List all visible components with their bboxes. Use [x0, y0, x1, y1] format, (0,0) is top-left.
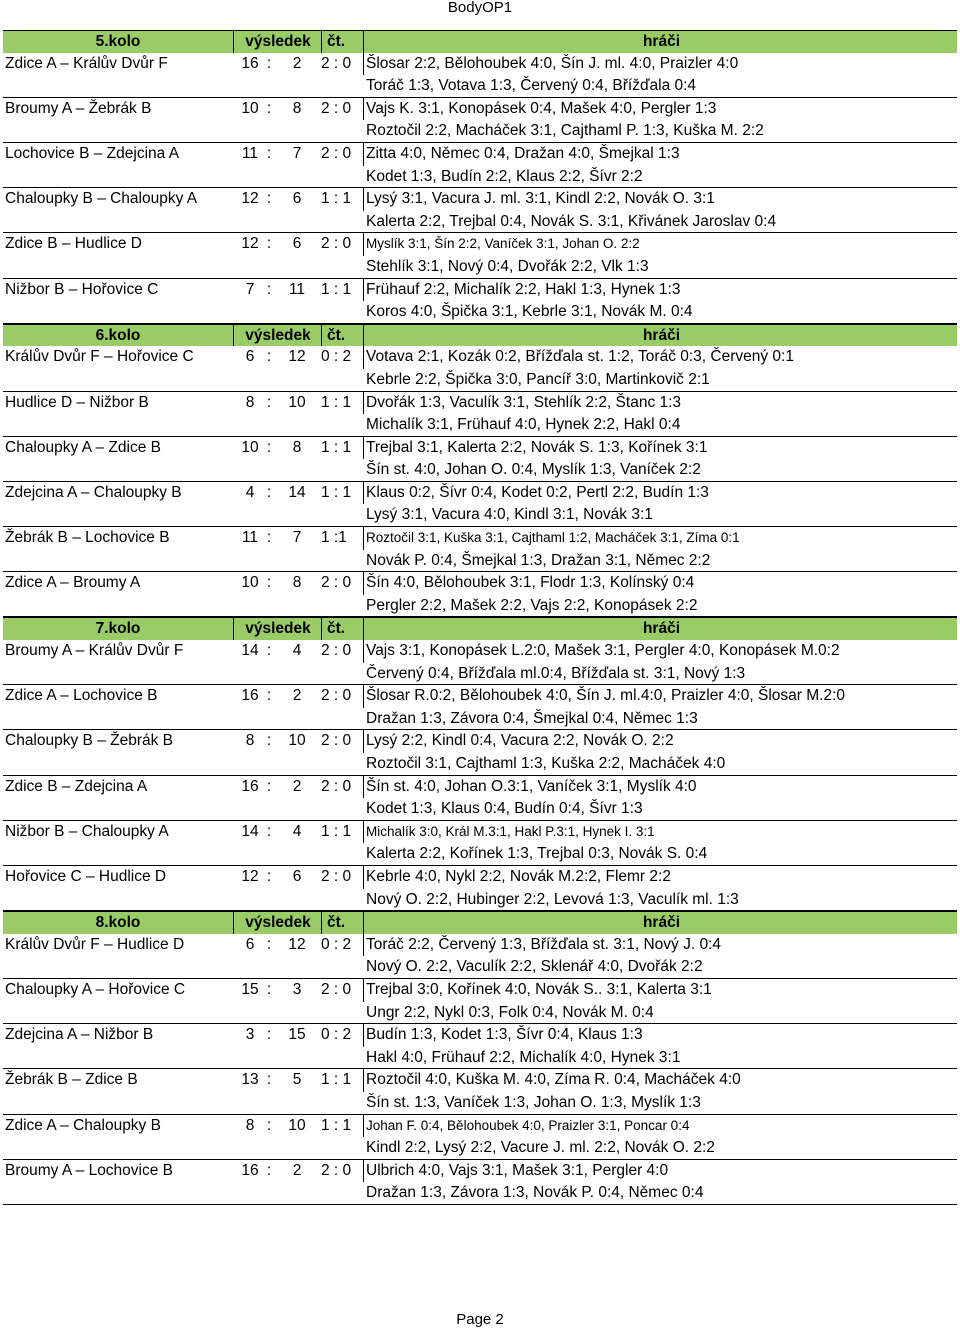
column-divider: [321, 912, 322, 934]
column-divider: [363, 821, 364, 844]
away-players: Kodet 1:3, Budín 2:2, Klaus 2:2, Šívr 2:2: [366, 167, 643, 185]
round-label: 8.kolo: [95, 914, 141, 932]
score-separator: :: [266, 1026, 272, 1044]
home-score: 16: [241, 54, 259, 72]
match-teams: Broumy A – Lochovice B: [5, 1161, 174, 1179]
column-divider: [363, 346, 364, 369]
away-players: Šín st. 4:0, Johan O. 0:4, Myslík 1:3, Vaníček 2:2: [366, 461, 701, 479]
round-label: 7.kolo: [95, 620, 141, 638]
match-row-second: [3, 120, 957, 143]
match-teams: Zdejcina A – Chaloupky B: [5, 483, 182, 501]
away-players: Nový O. 2:2, Vaculík 2:2, Sklenář 4:0, Dvořák 2:2: [366, 958, 703, 976]
home-score: 11: [241, 529, 259, 547]
match-teams: Nižbor B – Hořovice C: [5, 280, 159, 298]
column-divider: [321, 618, 322, 640]
column-divider: [363, 618, 364, 640]
score-separator: :: [266, 280, 272, 298]
home-players: Toráč 2:2, Červený 1:3, Břížďala st. 3:1, Nový J. 0:4: [366, 935, 721, 953]
match-row: [3, 776, 957, 799]
home-players: Šín st. 4:0, Johan O.3:1, Vaníček 3:1, Myslík 4:0: [366, 777, 697, 795]
match-teams: Králův Dvůr F – Hudlice D: [5, 935, 185, 953]
match-points: 2 : 0: [321, 642, 352, 660]
home-players: Michalík 3:0, Král M.3:1, Hakl P.3:1, Hynek I. 3:1: [366, 823, 655, 839]
home-players: Šín 4:0, Bělohoubek 3:1, Flodr 1:3, Kolínský 0:4: [366, 574, 695, 592]
match-points: 1 : 1: [321, 190, 352, 208]
round-header: [3, 324, 957, 347]
away-players: Roztočil 3:1, Cajthaml 1:3, Kuška 2:2, Macháček 4:0: [366, 755, 726, 772]
match-points: 2 : 0: [321, 980, 352, 998]
home-players: Frühauf 2:2, Michalík 2:2, Hakl 1:3, Hynek 1:3: [366, 280, 681, 298]
column-divider: [363, 98, 364, 121]
match-row: [3, 572, 957, 595]
match-teams: Broumy A – Žebrák B: [5, 99, 152, 117]
match-row: [3, 685, 957, 708]
column-divider: [363, 143, 364, 166]
home-players: Kebrle 4:0, Nykl 2:2, Novák M.2:2, Flemr 2:2: [366, 867, 671, 885]
match-points: 2 : 0: [321, 687, 352, 705]
column-divider: [363, 31, 364, 53]
away-players: Hakl 4:0, Frühauf 2:2, Michalík 4:0, Hynek 3:1: [366, 1048, 681, 1066]
home-players: Ulbrich 4:0, Vajs 3:1, Mašek 3:1, Pergler 4:0: [366, 1161, 669, 1179]
match-row: [3, 346, 957, 369]
home-players: Johan F. 0:4, Bělohoubek 4:0, Praizler 3:1, Poncar 0:4: [366, 1117, 690, 1133]
round-label: 5.kolo: [95, 33, 141, 50]
match-row-second: [3, 459, 957, 482]
match-row: [3, 1115, 957, 1138]
match-row-second: [3, 369, 957, 392]
match-teams: Králův Dvůr F – Hořovice C: [5, 348, 194, 366]
column-divider: [233, 618, 234, 640]
match-teams: Žebrák B – Zdice B: [5, 1071, 138, 1089]
score-separator: :: [266, 348, 272, 366]
match-points: 2 : 0: [321, 235, 352, 253]
players-header: hráči: [642, 326, 681, 344]
away-players: Toráč 1:3, Votava 1:3, Červený 0:4, Břížďala 0:4: [366, 77, 697, 95]
score-separator: :: [266, 1161, 272, 1179]
match-points: 0 : 2: [321, 348, 352, 366]
match-row-second: [3, 301, 957, 324]
home-score: 16: [241, 777, 259, 795]
column-divider: [363, 1069, 364, 1092]
match-points: 2 : 0: [321, 732, 352, 750]
away-score: 6: [292, 190, 302, 208]
score-separator: :: [266, 393, 272, 411]
match-points: 2 : 0: [321, 867, 352, 885]
away-players: Michalík 3:1, Frühauf 4:0, Hynek 2:2, Hakl 0:4: [366, 416, 681, 434]
away-players: Dražan 1:3, Závora 1:3, Novák P. 0:4, Němec 0:4: [366, 1184, 704, 1202]
score-separator: :: [266, 867, 272, 885]
home-score: 4: [245, 483, 255, 501]
match-row-second: [3, 956, 957, 979]
points-header: čt.: [327, 326, 346, 344]
match-row: [3, 640, 957, 663]
match-row-second: [3, 753, 957, 776]
match-teams: Chaloupky A – Zdice B: [5, 438, 161, 456]
column-divider: [363, 325, 364, 347]
away-players: Červený 0:4, Břížďala ml.0:4, Břížďala st. 3:1, Nový 1:3: [366, 664, 746, 682]
players-header: hráči: [642, 620, 681, 638]
column-divider: [363, 934, 364, 957]
match-row-second: [3, 595, 957, 618]
home-score: 8: [245, 732, 255, 750]
home-score: 15: [241, 980, 259, 998]
home-score: 6: [245, 348, 255, 366]
column-divider: [363, 640, 364, 663]
score-separator: :: [266, 732, 272, 750]
match-row: [3, 979, 957, 1002]
match-teams: Chaloupky B – Žebrák B: [5, 732, 174, 750]
column-divider: [363, 233, 364, 256]
column-divider: [363, 866, 364, 889]
match-points: 1 : 1: [321, 1116, 352, 1134]
away-score: 12: [288, 935, 306, 953]
column-divider: [363, 572, 364, 595]
home-score: 13: [241, 1071, 259, 1089]
match-row: [3, 279, 957, 302]
away-players: Stehlík 3:1, Nový 0:4, Dvořák 2:2, Vlk 1:3: [366, 257, 649, 275]
column-divider: [363, 279, 364, 302]
match-points: 2 : 0: [321, 777, 352, 795]
column-divider: [363, 730, 364, 753]
match-teams: Hudlice D – Nižbor B: [5, 393, 149, 411]
score-separator: :: [266, 529, 272, 547]
score-separator: :: [266, 54, 272, 72]
away-players: Roztočil 2:2, Macháček 3:1, Cajthaml P. 1:3, Kuška M. 2:2: [366, 122, 764, 140]
column-divider: [321, 31, 322, 53]
match-points: 1 : 1: [321, 483, 352, 501]
away-score: 12: [288, 348, 306, 366]
column-divider: [363, 53, 364, 76]
away-score: 7: [292, 529, 302, 547]
match-points: 1 : 1: [321, 822, 352, 840]
match-teams: Nižbor B – Chaloupky A: [5, 822, 169, 840]
away-score: 10: [288, 393, 306, 411]
match-points: 2 : 0: [321, 1161, 352, 1179]
match-row: [3, 98, 957, 121]
match-teams: Zdice A – Broumy A: [5, 574, 141, 592]
score-separator: :: [266, 822, 272, 840]
match-points: 1 : 1: [321, 438, 352, 456]
home-players: Zitta 4:0, Němec 0:4, Dražan 4:0, Šmejkal 1:3: [366, 144, 680, 162]
home-players: Budín 1:3, Kodet 1:3, Šívr 0:4, Klaus 1:3: [366, 1026, 643, 1044]
match-teams: Chaloupky A – Hořovice C: [5, 980, 186, 998]
away-score: 5: [292, 1071, 302, 1089]
score-separator: :: [266, 144, 272, 162]
column-divider: [363, 685, 364, 708]
results-table: [3, 30, 957, 1205]
match-row: [3, 866, 957, 889]
match-teams: Zdice A – Králův Dvůr F: [5, 54, 168, 72]
column-divider: [363, 527, 364, 550]
home-players: Šlosar 2:2, Bělohoubek 4:0, Šín J. ml. 4:0, Praizler 4:0: [366, 54, 739, 72]
match-row-second: [3, 1002, 957, 1025]
home-players: Lysý 3:1, Vacura J. ml. 3:1, Kindl 2:2, Novák O. 3:1: [366, 190, 715, 208]
match-row: [3, 392, 957, 415]
home-players: Trejbal 3:0, Kořínek 4:0, Novák S.. 3:1, Kalerta 3:1: [366, 980, 712, 998]
away-score: 8: [292, 99, 302, 117]
score-separator: :: [266, 1116, 272, 1134]
match-points: 2 : 0: [321, 574, 352, 592]
away-players: Kebrle 2:2, Špička 3:0, Pancíř 3:0, Martinkovič 2:1: [366, 370, 710, 388]
home-score: 14: [241, 642, 259, 660]
home-players: Vajs K. 3:1, Konopásek 0:4, Mašek 4:0, Pergler 1:3: [366, 99, 717, 117]
match-points: 1 : 1: [321, 1071, 352, 1089]
match-teams: Hořovice C – Hudlice D: [5, 867, 167, 885]
match-points: 1 :1: [321, 529, 347, 547]
column-divider: [363, 776, 364, 799]
home-score: 14: [241, 822, 259, 840]
match-points: 2 : 0: [321, 144, 352, 162]
round-header: [3, 911, 957, 934]
home-players: Roztočil 4:0, Kuška M. 4:0, Zíma R. 0:4, Macháček 4:0: [366, 1071, 741, 1089]
home-score: 10: [241, 574, 259, 592]
home-score: 16: [241, 687, 259, 705]
round-label: 6.kolo: [95, 326, 141, 344]
home-score: 8: [245, 1116, 255, 1134]
match-row: [3, 53, 957, 76]
home-score: 6: [245, 935, 255, 953]
away-players: Koros 4:0, Špička 3:1, Kebrle 3:1, Novák M. 0:4: [366, 303, 693, 321]
home-score: 10: [241, 99, 259, 117]
score-separator: :: [266, 483, 272, 501]
away-players: Ungr 2:2, Nykl 0:3, Folk 0:4, Novák M. 0:4: [366, 1003, 654, 1021]
score-separator: :: [266, 438, 272, 456]
home-players: Dvořák 1:3, Vaculík 3:1, Stehlík 2:2, Štanc 1:3: [366, 393, 682, 411]
home-players: Votava 2:1, Kozák 0:2, Břížďala st. 1:2, Toráč 0:3, Červený 0:1: [366, 348, 794, 366]
home-score: 12: [241, 235, 259, 253]
away-score: 10: [288, 1116, 306, 1134]
home-score: 11: [241, 144, 259, 162]
away-players: Dražan 1:3, Závora 0:4, Šmejkal 0:4, Němec 1:3: [366, 709, 698, 727]
match-row-second: [3, 889, 957, 912]
score-separator: :: [266, 1071, 272, 1089]
result-header: výsledek: [245, 33, 311, 50]
home-score: 7: [245, 280, 255, 298]
away-players: Nový O. 2:2, Hubinger 2:2, Levová 1:3, Vaculík ml. 1:3: [366, 890, 739, 908]
result-header: výsledek: [245, 914, 311, 932]
match-row-second: [3, 75, 957, 98]
match-row: [3, 437, 957, 460]
away-players: Novák P. 0:4, Šmejkal 1:3, Dražan 3:1, Němec 2:2: [366, 551, 711, 569]
points-header: čt.: [327, 914, 346, 932]
match-row: [3, 730, 957, 753]
players-header: hráči: [642, 33, 681, 50]
round-header: [3, 617, 957, 640]
match-row-second: [3, 504, 957, 527]
match-row-second: [3, 550, 957, 573]
match-row: [3, 821, 957, 844]
away-score: 11: [288, 280, 306, 298]
column-divider: [363, 1115, 364, 1138]
away-score: 7: [292, 144, 302, 162]
result-header: výsledek: [245, 326, 311, 344]
match-row-second: [3, 843, 957, 866]
match-points: 0 : 2: [321, 935, 352, 953]
home-players: Klaus 0:2, Šívr 0:4, Kodet 0:2, Pertl 2:2, Budín 1:3: [366, 483, 709, 501]
match-row: [3, 1160, 957, 1183]
page-number: Page 2: [456, 1311, 504, 1328]
round-header: [3, 30, 957, 53]
away-score: 10: [288, 732, 306, 750]
match-row-second: [3, 414, 957, 437]
match-teams: Zdice B – Hudlice D: [5, 235, 142, 253]
match-teams: Chaloupky B – Chaloupky A: [5, 190, 198, 208]
away-score: 2: [292, 54, 302, 72]
home-players: Lysý 2:2, Kindl 0:4, Vacura 2:2, Novák O. 2:2: [366, 732, 674, 750]
match-row: [3, 527, 957, 550]
match-teams: Žebrák B – Lochovice B: [5, 529, 170, 547]
match-points: 1 : 1: [321, 280, 352, 298]
match-teams: Zdejcina A – Nižbor B: [5, 1026, 154, 1044]
players-header: hráči: [642, 914, 681, 932]
away-score: 2: [292, 777, 302, 795]
match-row-second: [3, 256, 957, 279]
match-row: [3, 482, 957, 505]
column-divider: [363, 482, 364, 505]
match-row: [3, 188, 957, 211]
away-players: Kalerta 2:2, Kořínek 1:3, Trejbal 0:3, Novák S. 0:4: [366, 845, 708, 863]
result-header: výsledek: [245, 620, 311, 638]
score-separator: :: [266, 99, 272, 117]
match-row-second: [3, 663, 957, 686]
column-divider: [321, 325, 322, 347]
match-row-second: [3, 1182, 957, 1205]
column-divider: [233, 912, 234, 934]
match-teams: Zdice A – Chaloupky B: [5, 1116, 161, 1134]
away-score: 8: [292, 438, 302, 456]
home-players: Trejbal 3:1, Kalerta 2:2, Novák S. 1:3, Kořínek 3:1: [366, 438, 708, 456]
home-players: Roztočil 3:1, Kuška 3:1, Cajthaml 1:2, Macháček 3:1, Zíma 0:1: [366, 530, 740, 546]
home-players: Šlosar R.0:2, Bělohoubek 4:0, Šín J. ml.4:0, Praizler 4:0, Šlosar M.2:0: [366, 687, 846, 705]
match-row: [3, 233, 957, 256]
match-row-second: [3, 1092, 957, 1115]
away-score: 3: [292, 980, 302, 998]
away-players: Pergler 2:2, Mašek 2:2, Vajs 2:2, Konopásek 2:2: [366, 596, 698, 614]
score-separator: :: [266, 190, 272, 208]
match-teams: Zdice A – Lochovice B: [5, 687, 158, 705]
column-divider: [363, 392, 364, 415]
home-players: Vajs 3:1, Konopásek L.2:0, Mašek 3:1, Pergler 4:0, Konopásek M.0:2: [366, 642, 840, 660]
home-score: 12: [241, 190, 259, 208]
score-separator: :: [266, 935, 272, 953]
column-divider: [363, 1160, 364, 1183]
match-row: [3, 934, 957, 957]
away-score: 8: [292, 574, 302, 592]
column-divider: [363, 437, 364, 460]
score-separator: :: [266, 574, 272, 592]
away-players: Kodet 1:3, Klaus 0:4, Budín 0:4, Šívr 1:3: [366, 800, 643, 818]
home-score: 8: [245, 393, 255, 411]
match-teams: Lochovice B – Zdejcina A: [5, 144, 180, 162]
match-row-second: [3, 708, 957, 731]
away-score: 2: [292, 1161, 302, 1179]
away-score: 6: [292, 867, 302, 885]
away-score: 2: [292, 687, 302, 705]
home-score: 10: [241, 438, 259, 456]
match-teams: Zdice B – Zdejcina A: [5, 777, 148, 795]
column-divider: [233, 31, 234, 53]
match-points: 2 : 0: [321, 99, 352, 117]
away-score: 14: [288, 483, 306, 501]
away-score: 4: [292, 822, 302, 840]
home-score: 3: [245, 1026, 255, 1044]
match-row-second: [3, 166, 957, 189]
match-points: 1 : 1: [321, 393, 352, 411]
away-score: 15: [288, 1026, 306, 1044]
score-separator: :: [266, 980, 272, 998]
points-header: čt.: [327, 620, 346, 638]
match-row-second: [3, 211, 957, 234]
match-row-second: [3, 798, 957, 821]
column-divider: [233, 325, 234, 347]
home-score: 16: [241, 1161, 259, 1179]
column-divider: [363, 188, 364, 211]
match-row: [3, 143, 957, 166]
score-separator: :: [266, 235, 272, 253]
score-separator: :: [266, 642, 272, 660]
column-divider: [363, 912, 364, 934]
away-score: 4: [292, 642, 302, 660]
away-players: Šín st. 1:3, Vaníček 1:3, Johan O. 1:3, Myslík 1:3: [366, 1093, 701, 1111]
away-players: Kindl 2:2, Lysý 2:2, Vacure J. ml. 2:2, Novák O. 2:2: [366, 1139, 715, 1157]
home-score: 12: [241, 867, 259, 885]
column-divider: [363, 979, 364, 1002]
match-row: [3, 1024, 957, 1047]
sheet-title: BodyOP1: [447, 0, 513, 16]
score-separator: :: [266, 687, 272, 705]
match-row-second: [3, 1047, 957, 1070]
match-points: 2 : 0: [321, 54, 352, 72]
away-players: Lysý 3:1, Vacura 4:0, Kindl 3:1, Novák 3:1: [366, 506, 653, 524]
match-row: [3, 1069, 957, 1092]
column-divider: [363, 1024, 364, 1047]
home-players: Myslík 3:1, Šín 2:2, Vaníček 3:1, Johan O. 2:2: [366, 236, 640, 252]
points-header: čt.: [327, 33, 346, 50]
match-points: 0 : 2: [321, 1026, 352, 1044]
away-score: 6: [292, 235, 302, 253]
match-row-second: [3, 1137, 957, 1160]
away-players: Kalerta 2:2, Trejbal 0:4, Novák S. 3:1, Křivánek Jaroslav 0:4: [366, 212, 777, 230]
match-teams: Broumy A – Králův Dvůr F: [5, 642, 184, 660]
score-separator: :: [266, 777, 272, 795]
